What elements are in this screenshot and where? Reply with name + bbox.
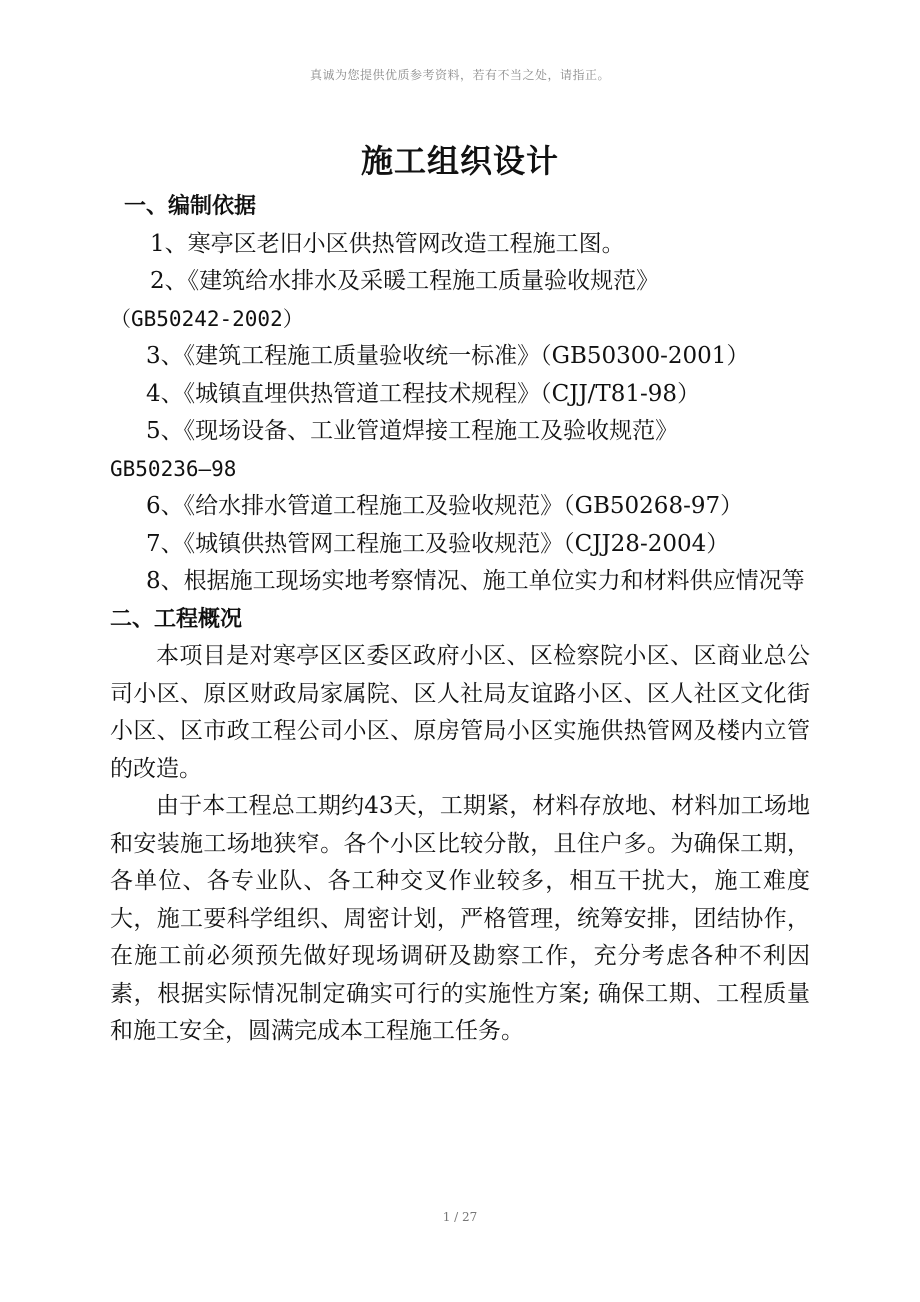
page-header-note: 真诚为您提供优质参考资料，若有不当之处，请指正。 xyxy=(309,68,610,82)
basis-item-7: 7、《城镇供热管网工程施工及验收规范》（CJJ28-2004） xyxy=(146,530,730,557)
basis-item-1: 1、寒亭区老旧小区供热管网改造工程施工图。 xyxy=(150,230,625,257)
basis-item-5: 5、《现场设备、工业管道焊接工程施工及验收规范》 xyxy=(146,418,679,444)
page-number: 1 / 27 xyxy=(442,1210,478,1224)
basis-item-6: 6、《给水排水管道工程施工及验收规范》（GB50268-97） xyxy=(146,493,744,519)
overview-paragraph-1: 本项目是对寒亭区区委区政府小区、区检察院小区、区商业总公司小区、原区财政局家属院、区人社局友谊路小区、区人社区文化街小区、区市政工程公司小区、原房管局小区实施供热管网及楼内立管的改造。 xyxy=(110,643,810,782)
section-heading-basis: 一、编制依据 xyxy=(124,194,257,219)
basis-item-4: 4、《城镇直埋供热管道工程技术规程》（CJJ/T81-98） xyxy=(146,380,701,407)
basis-item-8: 8、根据施工现场实地考察情况、施工单位实力和材料供应情况等 xyxy=(146,568,805,594)
basis-item-2: 2、《建筑给水排水及采暖工程施工质量验收规范》 xyxy=(150,268,660,294)
basis-item-5-code: GB50236—98 xyxy=(110,456,237,481)
overview-paragraph-2: 由于本工程总工期约43天，工期紧，材料存放地、材料加工场地和安装施工场地狭窄。各个小区比较分散，且住户多。为确保工期，各单位、各专业队、各工种交叉作业较多，相互干扰大，施工难度大，施工要科学组织、周密计划，严格管理，统筹安排，团结协作，在施工前必须预先做好现场调研及勘察工作，充分考虑各种不利因素，根据实际情况制定确实可行的实施性方案; 确保工期、工程质量和施工安全，圆满完成本工程施工任务。 xyxy=(110,793,810,1044)
document-body xyxy=(110,188,810,1051)
basis-item-3: 3、《建筑工程施工质量验收统一标准》（GB50300-2001） xyxy=(146,343,750,369)
document-title: 施工组织设计 xyxy=(360,142,559,180)
basis-item-2-code: （GB50242-2002） xyxy=(110,306,304,331)
section-heading-overview: 二、工程概况 xyxy=(110,606,243,632)
